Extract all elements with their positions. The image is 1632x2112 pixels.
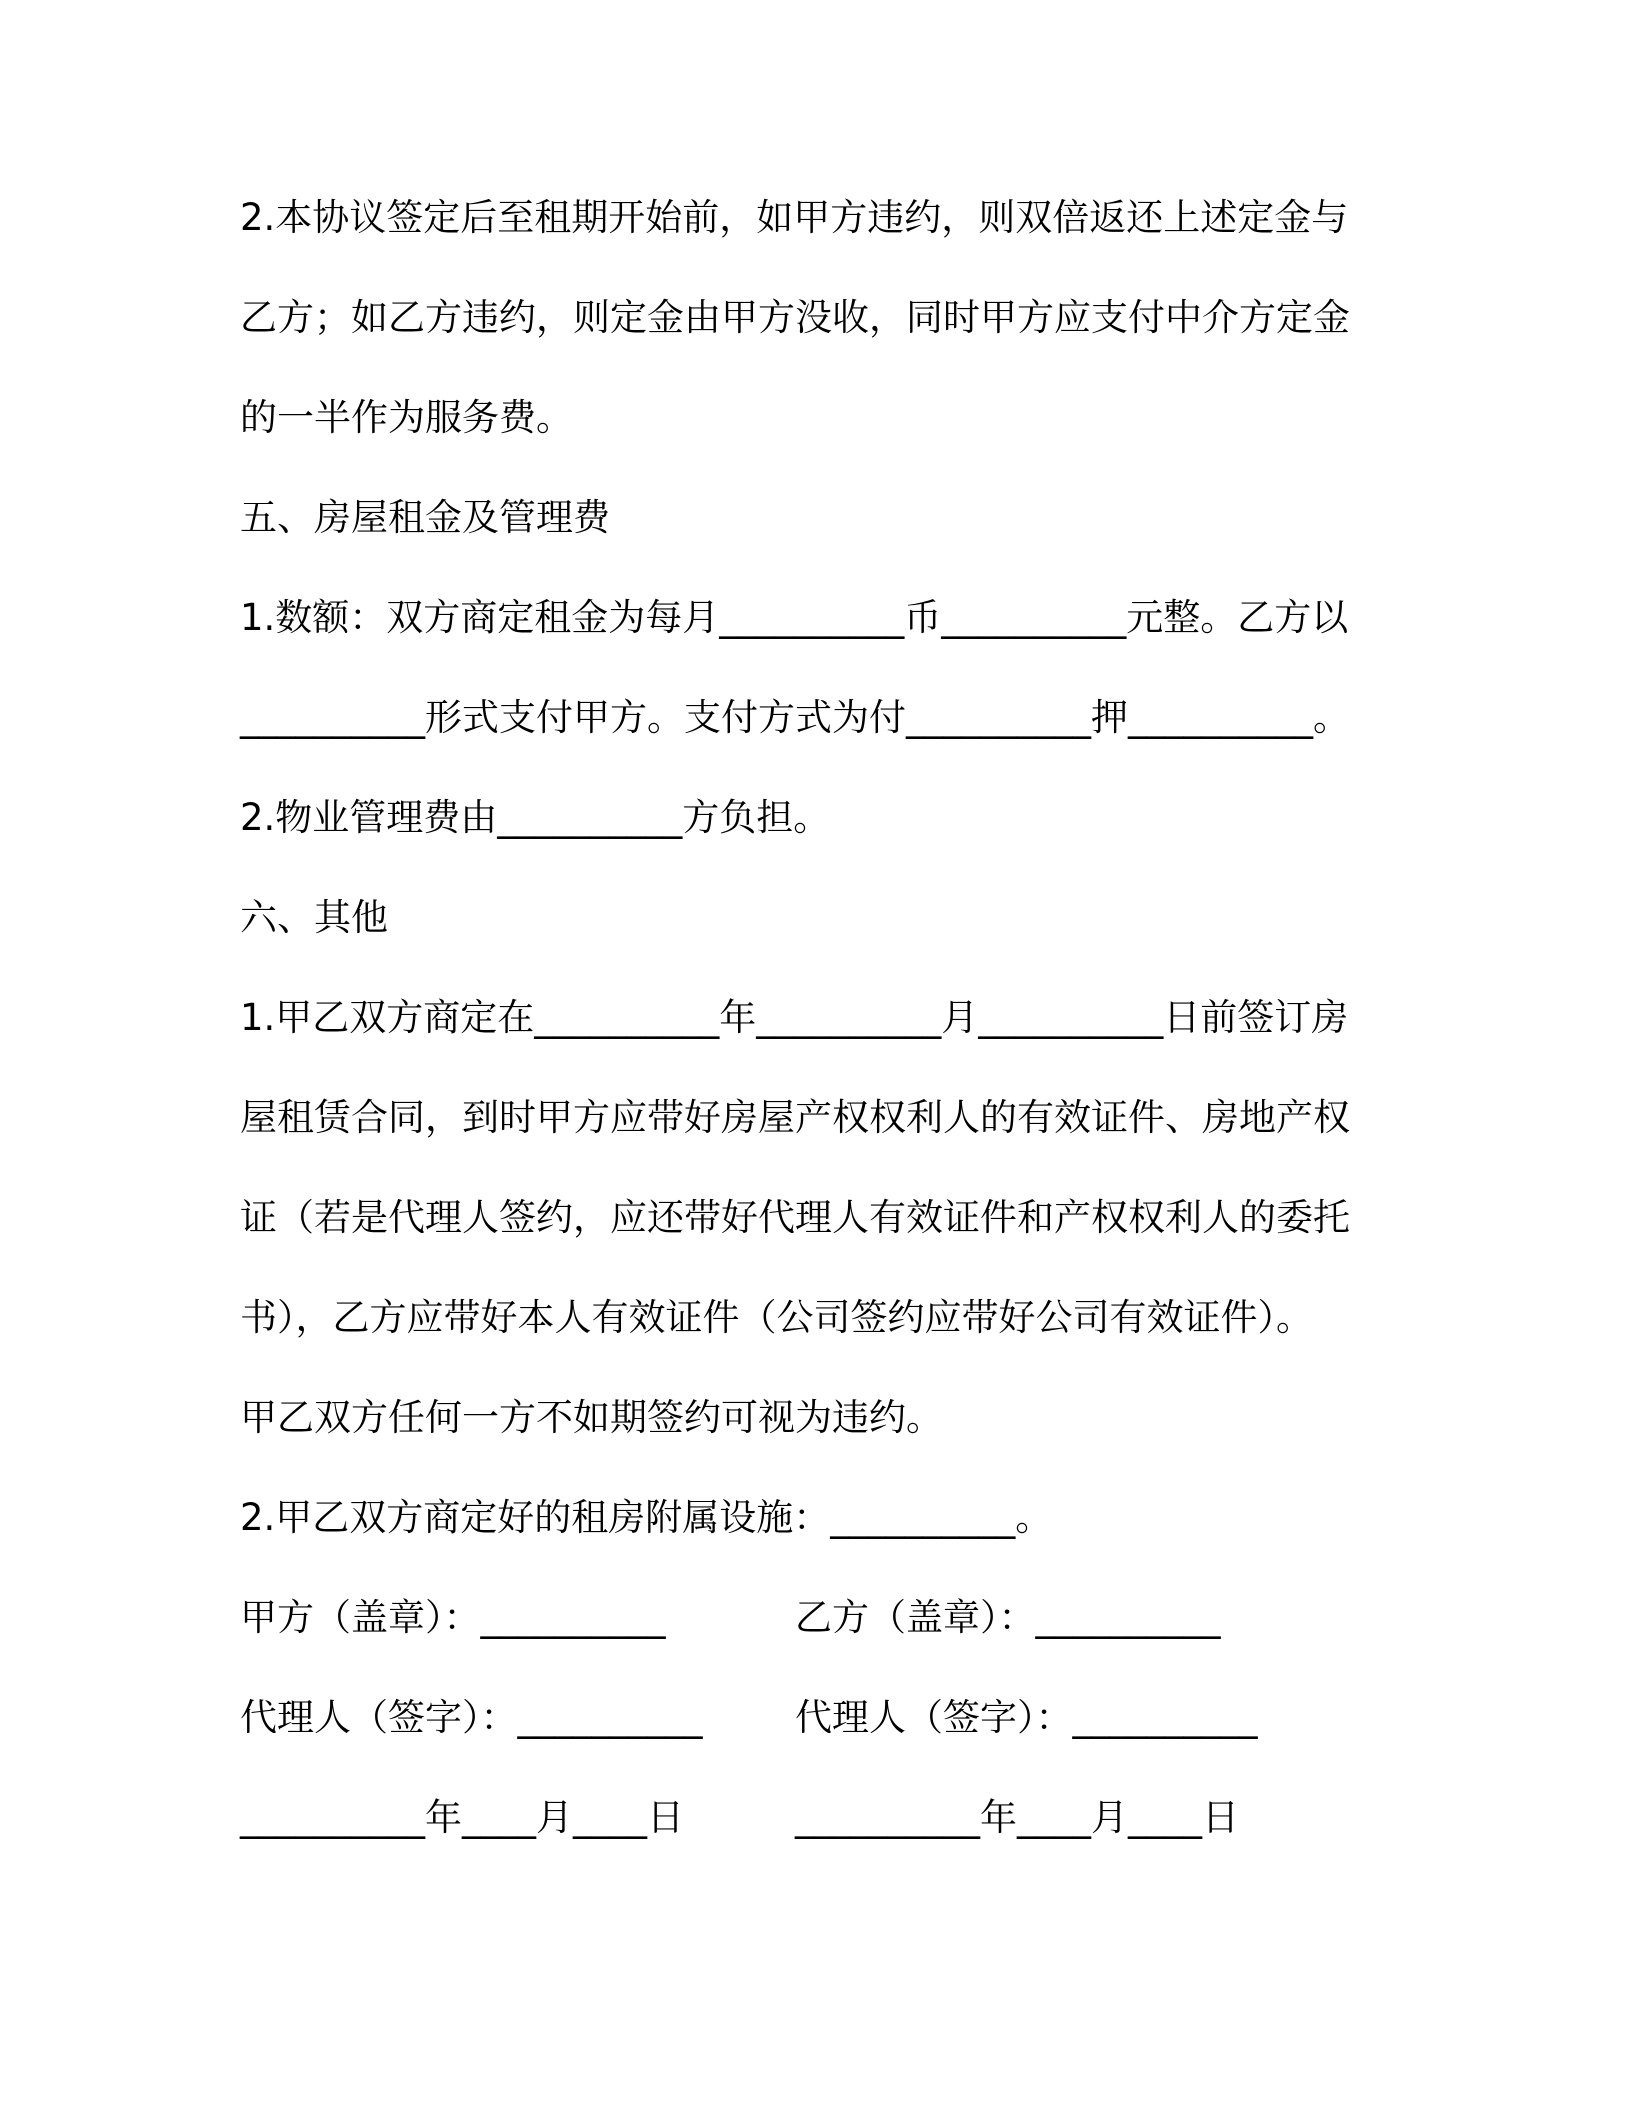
clause5-item1-line2: __________形式支付甲方。支付方式为付__________押__________。 bbox=[240, 696, 1350, 739]
clause6-item1-line2: 屋租赁合同，到时甲方应带好房屋产权权利人的有效证件、房地产权 bbox=[240, 1096, 1350, 1139]
party-b-seal-field: 乙方（盖章）：__________ bbox=[795, 1596, 1221, 1639]
clause6-item1-line3: 证（若是代理人签约，应还带好代理人有效证件和产权权利人的委托 bbox=[240, 1196, 1350, 1239]
clause6-item1-line5: 甲乙双方任何一方不如期签约可视为违约。 bbox=[240, 1396, 943, 1439]
party-a-date-field: __________年____月____日 bbox=[240, 1796, 684, 1839]
clause4-item2-line1: 2.本协议签定后至租期开始前，如甲方违约，则双倍返还上述定金与 bbox=[240, 196, 1349, 239]
clause5-item1-line1: 1.数额：双方商定租金为每月__________币__________元整。乙方以 bbox=[240, 596, 1349, 639]
clause5-heading: 五、房屋租金及管理费 bbox=[240, 496, 610, 539]
clause6-item1-line4: 书），乙方应带好本人有效证件（公司签约应带好公司有效证件）。 bbox=[240, 1296, 1313, 1339]
clause4-item2-line3: 的一半作为服务费。 bbox=[240, 396, 573, 439]
clause4-item2-line2: 乙方；如乙方违约，则定金由甲方没收，同时甲方应支付中介方定金 bbox=[240, 296, 1350, 339]
agent-b-signature-field: 代理人（签字）：__________ bbox=[795, 1696, 1258, 1739]
party-b-date-field: __________年____月____日 bbox=[795, 1796, 1239, 1839]
party-a-seal-field: 甲方（盖章）：__________ bbox=[240, 1596, 666, 1639]
clause5-item2: 2.物业管理费由__________方负担。 bbox=[240, 796, 831, 839]
clause6-heading: 六、其他 bbox=[240, 896, 388, 939]
agent-a-signature-field: 代理人（签字）：__________ bbox=[240, 1696, 703, 1739]
clause6-item2: 2.甲乙双方商定好的租房附属设施：__________。 bbox=[240, 1496, 1053, 1539]
clause6-item1-line1: 1.甲乙双方商定在__________年__________月__________日前签订房 bbox=[240, 996, 1349, 1039]
